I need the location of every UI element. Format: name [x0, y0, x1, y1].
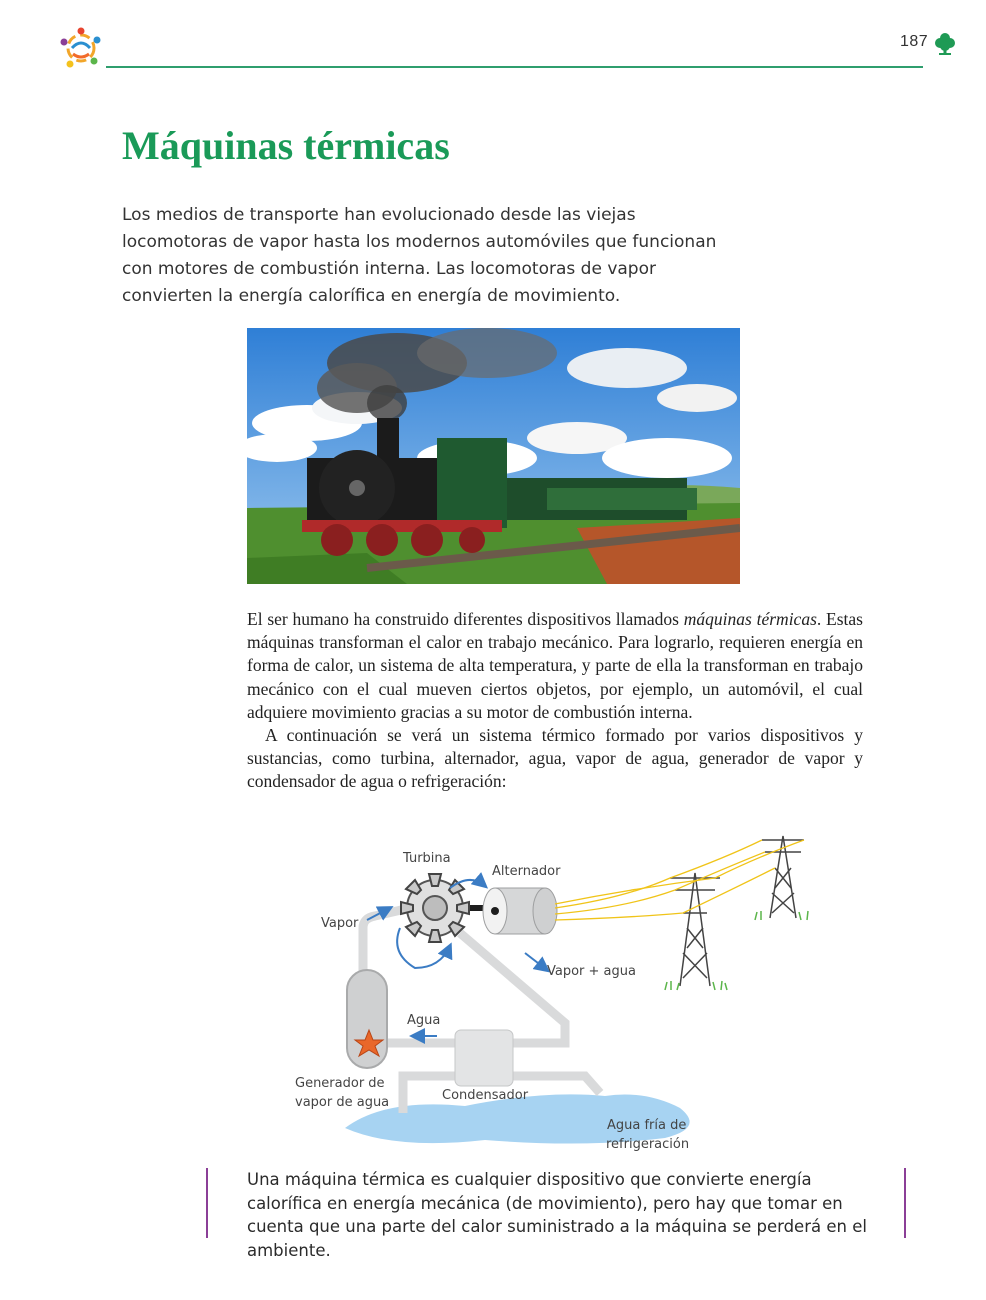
label-agua-fria-line-2: refrigeración [606, 1137, 690, 1152]
steam-generator [347, 970, 387, 1068]
callout-text: Una máquina térmica es cualquier dispositivo que convierte energía calorífica en energía mecánica (de movimiento), pero hay que tomar en cuenta que una parte del calor suministrado a la máquina se perderá en el ambiente. [247, 1170, 867, 1260]
logo-icon [58, 26, 104, 70]
thermal-system-diagram [285, 828, 825, 1158]
turbine [401, 874, 469, 942]
label-vapor-agua: Vapor + agua [547, 964, 636, 979]
callout-bar-left [206, 1168, 208, 1238]
page-number: 187 [900, 33, 929, 50]
body-paragraph-2: A continuación se verá un sistema térmico formado por varios dispositivos y sustancias, como turbina, alternador, agua, vapor de agua, generador de vapor y condensador de agua o refrigeración: [247, 725, 863, 792]
tree-icon [934, 32, 956, 56]
label-generador-line-2: vapor de agua [295, 1095, 390, 1110]
label-vapor: Vapor [321, 916, 359, 931]
header-rule [106, 66, 923, 68]
page-title: Máquinas térmicas [122, 123, 450, 168]
label-alternador: Alternador [492, 864, 561, 879]
callout-bar-right [904, 1168, 906, 1238]
intro-paragraph: Los medios de transporte han evolucionado desde las viejas locomotoras de vapor hasta los modernos automóviles que funcionan con motores de combustión interna. Las locomotoras de vapor convierten la energía calorífica en energía de movimiento. [122, 205, 717, 306]
grass [665, 911, 808, 990]
power-tower-1 [670, 873, 720, 986]
label-agua: Agua [407, 1013, 441, 1028]
label-turbina: Turbina [403, 851, 451, 866]
body-paragraph-1: El ser humano ha construido diferentes dispositivos llamados máquinas térmicas. Estas máquinas transforman el calor en trabajo mecánico. Para lograrlo, requieren energía en forma de calor, un sistema de alta temperatura, y parte de ella la transforman en trabajo mecánico con el cual mueven ciertos objetos, por ejemplo, un automóvil, el cual adquiere movimiento gracias a su motor de combustión interna. [247, 609, 863, 722]
definition-callout [206, 1168, 906, 1260]
condenser [455, 1030, 513, 1086]
label-generador-line-1: Generador de [295, 1076, 385, 1091]
label-condensador: Condensador [442, 1088, 529, 1103]
steam-locomotive-photo [247, 328, 740, 584]
body-text [247, 608, 863, 794]
term-maquinas-termicas: máquinas térmicas [683, 609, 817, 629]
label-agua-fria-line-1: Agua fría de [607, 1118, 687, 1133]
alternator [483, 888, 557, 934]
